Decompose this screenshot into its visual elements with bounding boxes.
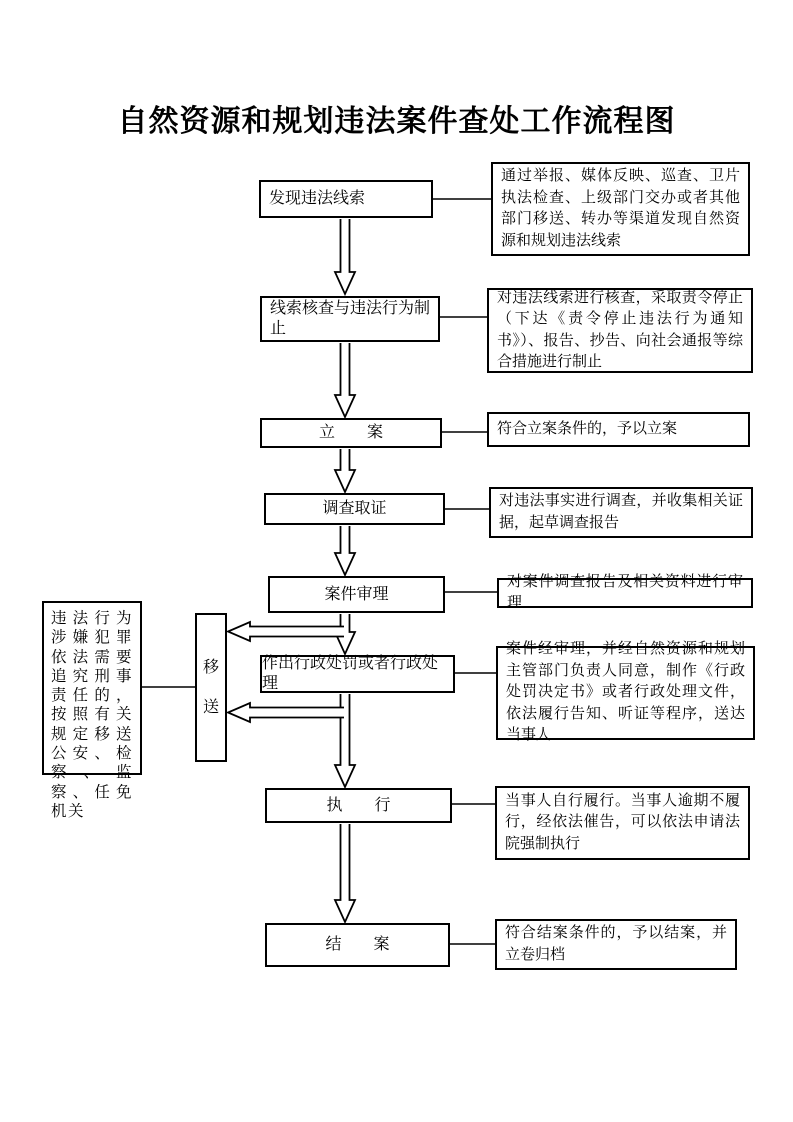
note-text: 案件经审理，并经自然资源和规划主管部门负责人同意，制作《行政处罚决定书》或者行政处理文件，依法履行告知、听证等程序，送达当事人 [506,641,745,744]
step-label: 案件审理 [324,585,389,603]
transfer-box [195,613,227,762]
step-box-investigation [264,493,445,525]
flow-arrow-step1-step2 [335,219,355,294]
note-text: 对违法线索进行核查，采取责令停止（下达《责令停止违法行为通知书》）、报告、抄告、向社会通报等综合措施进行制止 [497,289,743,370]
step-box-case-filing [260,418,442,448]
flow-arrow-step2-step3 [335,343,355,417]
flow-arrow-step3-step4 [335,449,355,492]
step-box-penalty-decision [260,655,455,693]
flow-arrow-step4-step5 [335,526,355,575]
flow-arrow-penalty-to-transfer [228,703,344,722]
note-box-case-review [497,573,753,611]
step-box-discover-clues [259,180,433,218]
flowchart-title: 自然资源和规划违法案件查处工作流程图 [117,105,676,138]
step-label: 作出行政处罚或者行政处理 [262,655,439,692]
step-box-verify-and-stop [260,296,440,342]
note-box-discover-clues [491,162,750,256]
criminal-referral-note-text: 违法行为涉嫌犯罪依法需要追究刑事责任的，按照有关规定移送公安、检察、监察、任免机关 [51,610,133,820]
note-text: 对违法事实进行调查，并收集相关证据，起草调查报告 [499,493,743,531]
step-label: 执 行 [326,796,391,814]
flow-arrow-step7-step8 [335,824,355,922]
note-box-execution [495,786,750,860]
step-box-case-closing [265,923,450,967]
step-label: 发现违法线索 [269,190,366,207]
step-label: 线索核查与违法行为制止 [270,300,431,337]
note-box-verify-and-stop [487,288,753,373]
note-box-penalty-decision [496,641,755,744]
note-text: 通过举报、媒体反映、巡查、卫片执法检查、上级部门交办或者其他部门移送、转办等渠道发现自然资源和规划违法线索 [501,168,740,249]
note-box-investigation [489,487,753,538]
criminal-referral-note-box [42,601,142,820]
step-box-execution [265,788,452,823]
note-box-case-filing [487,412,750,447]
step-label: 结 案 [325,936,390,953]
step-label: 立 案 [318,424,383,441]
note-text: 符合立案条件的，予以立案 [497,420,678,437]
note-text: 对案件调查报告及相关资料进行审理 [507,573,743,611]
note-text: 符合结案条件的，予以结案，并立卷归档 [505,925,727,963]
note-box-case-closing [495,919,737,970]
step-label: 调查取证 [322,500,387,517]
flow-arrow-audit-to-transfer [228,622,344,641]
step-box-case-review [268,576,445,613]
note-text: 当事人自行履行。当事人逾期不履行，经依法催告，可以依法申请法院强制执行 [505,792,740,852]
transfer-label: 移送 [202,658,219,716]
